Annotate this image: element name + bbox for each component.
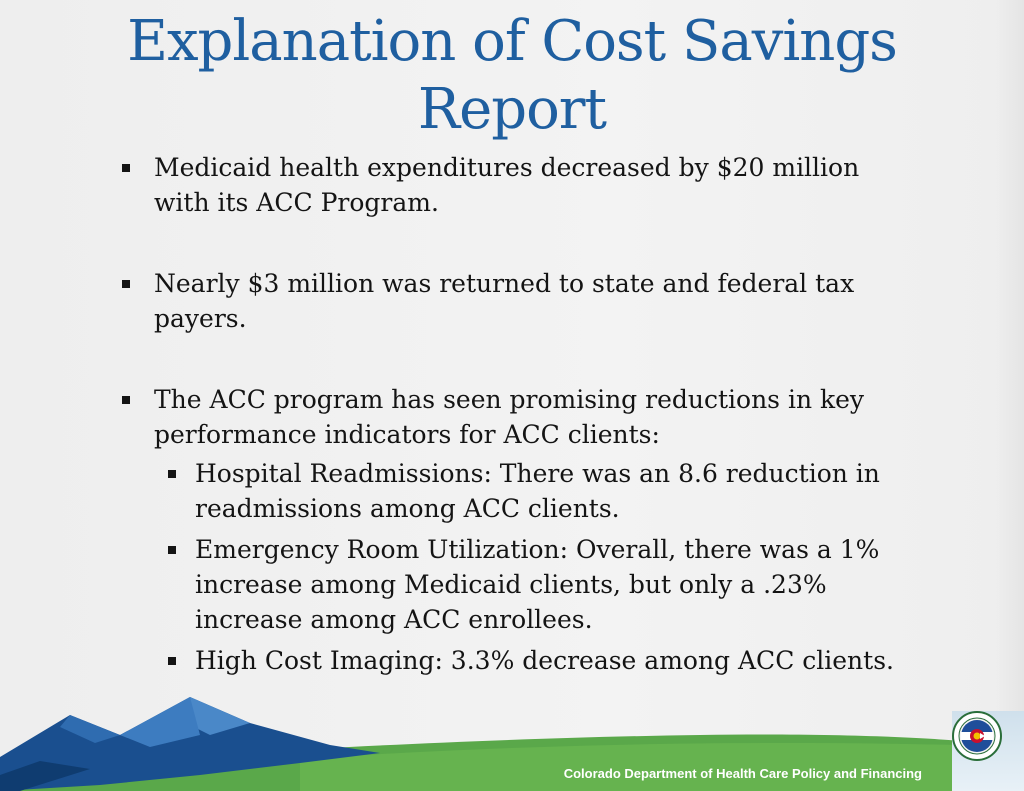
sub-bullet-item — [154, 532, 898, 637]
sub-bullet-text: High Cost Imaging: 3.3% decrease among ACC clients. — [195, 646, 894, 675]
bullet-text: Medicaid health expenditures decreased by $20 million with its ACC Program. — [154, 153, 860, 217]
bullet-list — [118, 150, 898, 684]
square-bullet-icon — [122, 164, 130, 172]
title-line-2: Report — [417, 77, 607, 142]
title-line-1: Explanation of Cost Savings — [127, 9, 897, 74]
bullet-text: Nearly $3 million was returned to state and federal tax payers. — [154, 269, 855, 333]
organization-name: Colorado Department of Health Care Policy and Financing — [563, 766, 922, 781]
sub-bullet-item — [154, 643, 898, 678]
bullet-text: The ACC program has seen promising reductions in key performance indicators for ACC clients: — [154, 385, 865, 449]
bullet-item — [118, 266, 898, 336]
sub-bullet-text: Emergency Room Utilization: Overall, there was a 1% increase among Medicaid clients, but only a .23% increase among ACC enrollees. — [195, 535, 880, 634]
sub-bullet-text: Hospital Readmissions: There was an 8.6 reduction in readmissions among ACC clients. — [195, 459, 880, 523]
department-seal-icon — [952, 711, 1002, 761]
sub-bullet-item — [154, 456, 898, 526]
seal-container — [952, 711, 1024, 791]
footer-banner — [0, 695, 1024, 791]
square-bullet-icon — [168, 657, 176, 665]
bullet-item — [118, 382, 898, 678]
square-bullet-icon — [168, 546, 176, 554]
square-bullet-icon — [168, 470, 176, 478]
square-bullet-icon — [122, 396, 130, 404]
slide-title — [0, 8, 1024, 144]
sub-bullet-list — [154, 456, 898, 678]
bullet-item — [118, 150, 898, 220]
square-bullet-icon — [122, 280, 130, 288]
